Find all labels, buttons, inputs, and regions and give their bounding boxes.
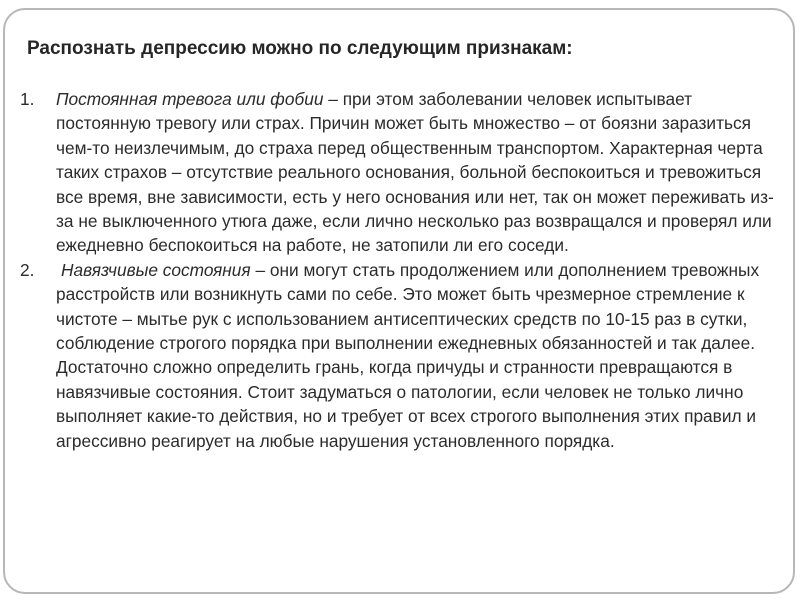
list-item-number: 2. (20, 259, 35, 280)
slide-heading: Распознать депрессию можно по следующим признакам: (27, 38, 573, 59)
symptom-list (20, 87, 780, 453)
list-item-term: Постоянная тревога или фобии (56, 89, 324, 109)
list-item-text: – они могут стать продолжением или дополнением тревожных расстройств или возникнуть сами по себе. Это может быть чрезмерное стремление к чистоте – мытье рук с использованием антисептических средств по 10-15 раз в сутки, соблюдение строгого порядка при выполнении ежедневных обязанностей и так далее. Достаточно сложно определить грань, когда причуды и странности превращаются в навязчивые состояния. Стоит задуматься о патологии, если человек не только лично выполняет какие-то действия, но и требует от всех строгого выполнения этих правил и агрессивно реагирует на любые нарушения установленного порядка. (56, 259, 760, 451)
list-item-number: 1. (20, 89, 35, 109)
list-item-obsessions (20, 258, 780, 453)
list-item-anxiety (20, 87, 780, 258)
list-item-term: Навязчивые состояния (61, 259, 251, 280)
list-item-text: – при этом заболевании человек испытывает постоянную тревогу или страх. Причин может быть множество – от боязни заразиться чем-то неизлечимым, до страха перед общественным транспортом. Характерная черта таких страхов – отсутствие реального основания, больной беспокоиться и тревожиться все время, вне зависимости, есть у него основания или нет, так он может переживать из-за не выключенного утюга даже, если лично несколько раз возвращался и проверял или ежедневно беспокоиться на работе, не затопили ли его соседи. (56, 89, 774, 256)
